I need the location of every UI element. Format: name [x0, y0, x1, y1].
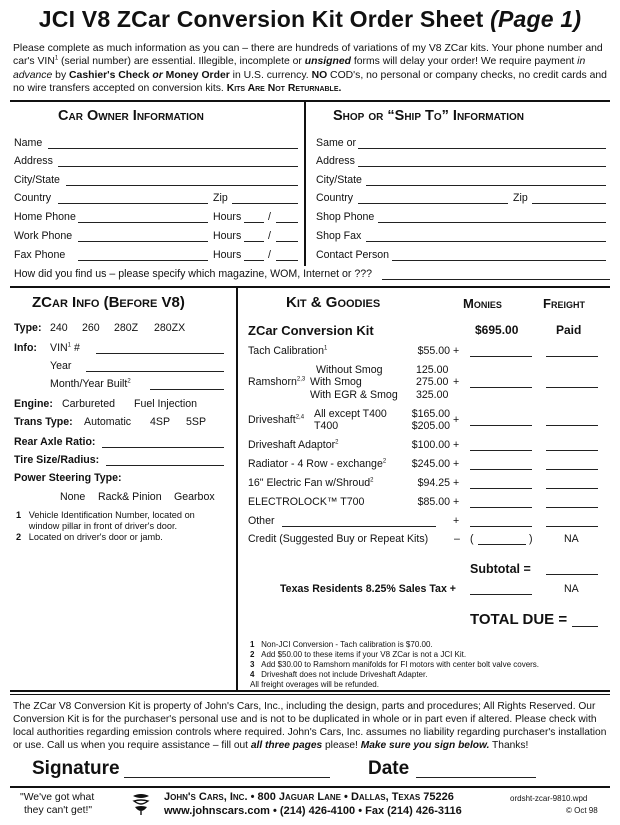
electrolock-label: ELECTROLOCK™ T700 — [248, 496, 365, 508]
tach-monies-field[interactable] — [470, 345, 532, 357]
owner-home-phone-field[interactable] — [78, 211, 208, 223]
type-option-280z[interactable]: 280Z — [114, 322, 139, 334]
driveshaft-freight-field[interactable] — [546, 414, 598, 426]
shipto-contact-field[interactable] — [392, 249, 606, 261]
vin-field[interactable] — [96, 342, 224, 354]
vin-label: VIN$^1$ # — [50, 342, 80, 354]
kit-footnote-5: All freight overages will be refunded. — [250, 680, 379, 689]
tire-size-field[interactable] — [106, 454, 224, 466]
divider-footer — [10, 786, 610, 788]
info-label: Info: — [14, 342, 37, 354]
electrolock-plus: + — [453, 496, 460, 508]
fan-price: $94.25 — [417, 477, 450, 489]
slogan-line-2: they can't get!" — [24, 805, 93, 816]
fan-freight-field[interactable] — [546, 477, 598, 489]
ramshorn-price-without-smog: 125.00 — [416, 364, 449, 376]
shipto-city-field[interactable] — [366, 174, 606, 186]
copyright: © Oct 98 — [566, 806, 598, 815]
ramshorn-price-egr-smog: 325.00 — [416, 389, 449, 401]
date-field[interactable] — [416, 760, 536, 778]
shipto-same-field[interactable] — [358, 137, 606, 149]
ramshorn-monies-field[interactable] — [470, 376, 532, 388]
tach-freight-field[interactable] — [546, 345, 598, 357]
kit-footnote-3: 3 Add $30.00 to Ramshorn manifolds for FI motors with center bolt valve covers. — [250, 660, 540, 669]
trans-label: Trans Type: — [14, 416, 73, 428]
shipto-country-row: Country Zip — [316, 192, 611, 208]
adaptor-price: $100.00 — [411, 439, 450, 451]
shipto-fax-field[interactable] — [366, 230, 606, 242]
signature-field[interactable] — [124, 760, 330, 778]
owner-home-phone-row: Home Phone Hours / — [14, 211, 299, 227]
engine-option-carbureted[interactable]: Carbureted — [62, 398, 115, 410]
owner-city-row: City/State — [14, 174, 299, 190]
year-field[interactable] — [86, 360, 224, 372]
driveshaft-label: Driveshaft$^{2,4}$ — [248, 414, 305, 426]
trans-option-5sp[interactable]: 5SP — [186, 416, 207, 428]
intro-paragraph: Please complete as much information as you can – there are hundreds of variations of my V8 ZCar kits. Your phone number and car's VIN$^1$ (serial number) are essential. Illegible, incomplete or unsigned forms will delay your order! We require payment in advance by Cashier's Check or Money Order in U.S. currency. NO COD's, no personal or company checks, no credit cards and no wire transfers accepted on conversion kits. Kits Are Not Returnable. — [13, 43, 607, 94]
zcar-note-1: 1 Vehicle Identification Number, located on window pillar in front of driver's door. — [16, 510, 195, 531]
subtotal-freight-field[interactable] — [546, 563, 598, 575]
radiator-freight-field[interactable] — [546, 458, 598, 470]
tach-label: Tach Calibration$^1$ — [248, 345, 328, 357]
ps-option-gearbox[interactable]: Gearbox — [174, 491, 215, 503]
ps-option-none[interactable]: None — [60, 491, 86, 503]
tach-price: $55.00 — [417, 345, 450, 357]
owner-work-hours-to[interactable] — [276, 230, 298, 242]
trans-option-4sp[interactable]: 4SP — [150, 416, 171, 428]
type-label: Type: — [14, 322, 42, 334]
electrolock-monies-field[interactable] — [470, 496, 532, 508]
owner-address-field[interactable] — [58, 155, 298, 167]
owner-home-hours-from[interactable] — [244, 211, 264, 223]
credit-freight: NA — [564, 533, 579, 545]
driveshaft-opt-all-except: All except T400 — [314, 408, 387, 420]
credit-close-paren: ) — [529, 533, 533, 545]
owner-name-row: Name — [14, 137, 299, 153]
shipto-fax-row: Shop Fax — [316, 230, 611, 246]
driveshaft-price-t400: $205.00 — [411, 420, 450, 432]
owner-name-field[interactable] — [48, 137, 298, 149]
engine-label: Engine: — [14, 398, 53, 410]
shipto-contact-row: Contact Person — [316, 249, 611, 265]
subtotal-label: Subtotal = — [470, 562, 531, 576]
kit-footnote-1: 1 Non-JCI Conversion - Tach calibration is $70.00. — [250, 640, 433, 649]
shipto-header: Shop or “Ship To” Information — [333, 108, 524, 124]
adaptor-label: Driveshaft Adaptor$^2$ — [248, 439, 339, 451]
divider-middle — [10, 286, 610, 288]
owner-city-field[interactable] — [66, 174, 298, 186]
company-address-line: John's Cars, Inc. • 800 Jaguar Lane • Dallas, Texas 75226 — [164, 791, 454, 803]
electrolock-freight-field[interactable] — [546, 496, 598, 508]
owner-address-row: Address — [14, 155, 299, 171]
zcar-note-2: 2 Located on driver's door or jamb. — [16, 532, 163, 542]
kit-header: Kit & Goodies — [286, 294, 381, 311]
ramshorn-freight-field[interactable] — [546, 376, 598, 388]
divider-bottom-2 — [10, 694, 610, 695]
kit-footnote-2: 2 Add $50.00 to these items if your V8 ZCar is not a JCI Kit. — [250, 650, 467, 659]
adaptor-monies-field[interactable] — [470, 439, 532, 451]
shipto-phone-field[interactable] — [378, 211, 606, 223]
owner-home-hours-to[interactable] — [276, 211, 298, 223]
adaptor-plus: + — [453, 439, 460, 451]
found-us-field[interactable] — [382, 268, 610, 280]
type-option-260[interactable]: 260 — [82, 322, 100, 334]
jaguar-logo-icon — [130, 792, 152, 816]
shipto-address-field[interactable] — [358, 155, 606, 167]
ramshorn-price-with-smog: 275.00 — [416, 376, 449, 388]
driveshaft-plus: + — [453, 414, 460, 426]
divider-top — [10, 100, 610, 102]
other-label: Other — [248, 515, 275, 527]
slogan-line-1: "We've got what — [20, 792, 95, 803]
fan-label: 16" Electric Fan w/Shroud$^2$ — [248, 477, 374, 489]
engine-option-fuel-injection[interactable]: Fuel Injection — [134, 398, 198, 410]
conversion-kit-freight: Paid — [556, 323, 582, 337]
owner-country-field[interactable] — [58, 192, 208, 204]
owner-work-hours-from[interactable] — [244, 230, 264, 242]
year-label: Year — [50, 360, 72, 372]
kit-footnote-4: 4 Driveshaft does not include Driveshaft Adapter. — [250, 670, 428, 679]
page-title: JCI V8 ZCar Conversion Kit Order Sheet (Page 1) — [38, 6, 582, 32]
shipto-phone-row: Shop Phone — [316, 211, 611, 227]
shipto-zip-field[interactable] — [532, 192, 606, 204]
tax-freight: NA — [564, 583, 579, 595]
driveshaft-price-all-except: $165.00 — [411, 408, 450, 420]
date-label: Date — [368, 758, 410, 779]
conversion-kit-label: ZCar Conversion Kit — [248, 323, 374, 338]
radiator-label: Radiator - 4 Row - exchange$^2$ — [248, 458, 387, 470]
rear-axle-field[interactable] — [102, 436, 224, 448]
ramshorn-plus: + — [453, 376, 460, 388]
other-freight-field[interactable] — [546, 515, 598, 527]
trans-option-automatic[interactable]: Automatic — [84, 416, 132, 428]
monies-header: Monies — [463, 296, 502, 311]
divider-bottom-1 — [10, 690, 610, 692]
owner-country-row: Country Zip — [14, 192, 299, 208]
total-due-label: TOTAL DUE = — [470, 611, 568, 628]
credit-label: Credit (Suggested Buy or Repeat Kits) — [248, 533, 429, 545]
shipto-country-field[interactable] — [358, 192, 508, 204]
radiator-plus: + — [453, 458, 460, 470]
tax-monies-field[interactable] — [470, 583, 532, 595]
type-option-240[interactable]: 240 — [50, 322, 68, 334]
fan-plus: + — [453, 477, 460, 489]
month-year-field[interactable] — [150, 378, 224, 390]
shipto-address-row: Address — [316, 155, 611, 171]
signature-label: Signature — [32, 758, 120, 779]
other-plus: + — [453, 515, 460, 527]
ramshorn-opt-without-smog: Without Smog — [316, 364, 383, 376]
divider-zcar-kit — [236, 286, 238, 690]
document-id: ordsht-zcar-9810.wpd — [510, 794, 588, 803]
fan-monies-field[interactable] — [470, 477, 532, 489]
owner-header: Car Owner Information — [58, 108, 204, 124]
divider-owner-shipto — [304, 100, 306, 266]
owner-work-phone-field[interactable] — [78, 230, 208, 242]
total-due-field[interactable] — [572, 615, 598, 627]
other-monies-field[interactable] — [470, 515, 532, 527]
owner-fax-phone-row: Fax Phone Hours / — [14, 249, 299, 265]
other-description-field[interactable] — [282, 515, 436, 527]
driveshaft-opt-t400: T400 — [314, 420, 339, 432]
ps-option-rack-pinion[interactable]: Rack& Pinion — [98, 491, 162, 503]
tach-plus: + — [453, 345, 460, 357]
electrolock-price: $85.00 — [417, 496, 450, 508]
ramshorn-opt-egr-smog: With EGR & Smog — [310, 389, 398, 401]
credit-minus: – — [454, 533, 460, 545]
credit-open-paren: ( — [470, 533, 474, 545]
tax-label: Texas Residents 8.25% Sales Tax + — [280, 583, 456, 595]
legal-paragraph: The ZCar V8 Conversion Kit is property of John's Cars, Inc., including the design, parts and procedures; All Rights Reserved. Our Conversion Kit is for the purchaser's personal use and is not to be duplicated in whole or in part even if altered. Please check with local authorities regarding emission controls where required. John's Cars, Inc. assumes no liability regarding purchaser's installation or use. Call us when you require assistance – fill out all three pages please! Make sure you sign below. Thanks! — [13, 701, 607, 751]
owner-fax-phone-field[interactable] — [78, 249, 208, 261]
shipto-city-row: City/State — [316, 174, 611, 190]
type-option-280zx[interactable]: 280ZX — [154, 322, 186, 334]
found-us-row: How did you find us – please specify which magazine, WOM, Internet or ??? — [14, 268, 610, 284]
ramshorn-opt-with-smog: With Smog — [310, 376, 362, 388]
tire-size-label: Tire Size/Radius: — [14, 454, 100, 466]
rear-axle-label: Rear Axle Ratio: — [14, 436, 96, 448]
radiator-price: $245.00 — [411, 458, 450, 470]
shipto-same-row: Same or — [316, 137, 611, 153]
driveshaft-monies-field[interactable] — [470, 414, 532, 426]
adaptor-freight-field[interactable] — [546, 439, 598, 451]
ramshorn-label: Ramshorn$^{2,3}$ — [248, 376, 306, 388]
freight-header: Freight — [543, 296, 585, 311]
company-contact-line: www.johnscars.com • (214) 426-4100 • Fax (214) 426-3116 — [164, 805, 462, 817]
credit-monies-field[interactable] — [478, 533, 526, 545]
radiator-monies-field[interactable] — [470, 458, 532, 470]
owner-work-phone-row: Work Phone Hours / — [14, 230, 299, 246]
conversion-kit-price: $695.00 — [475, 323, 519, 337]
owner-fax-hours-to[interactable] — [276, 249, 298, 261]
owner-fax-hours-from[interactable] — [244, 249, 264, 261]
month-year-label: Month/Year Built$^2$ — [50, 378, 131, 390]
power-steering-label: Power Steering Type: — [14, 472, 122, 484]
owner-zip-field[interactable] — [232, 192, 298, 204]
zcar-header: ZCar Info (Before V8) — [32, 294, 185, 311]
